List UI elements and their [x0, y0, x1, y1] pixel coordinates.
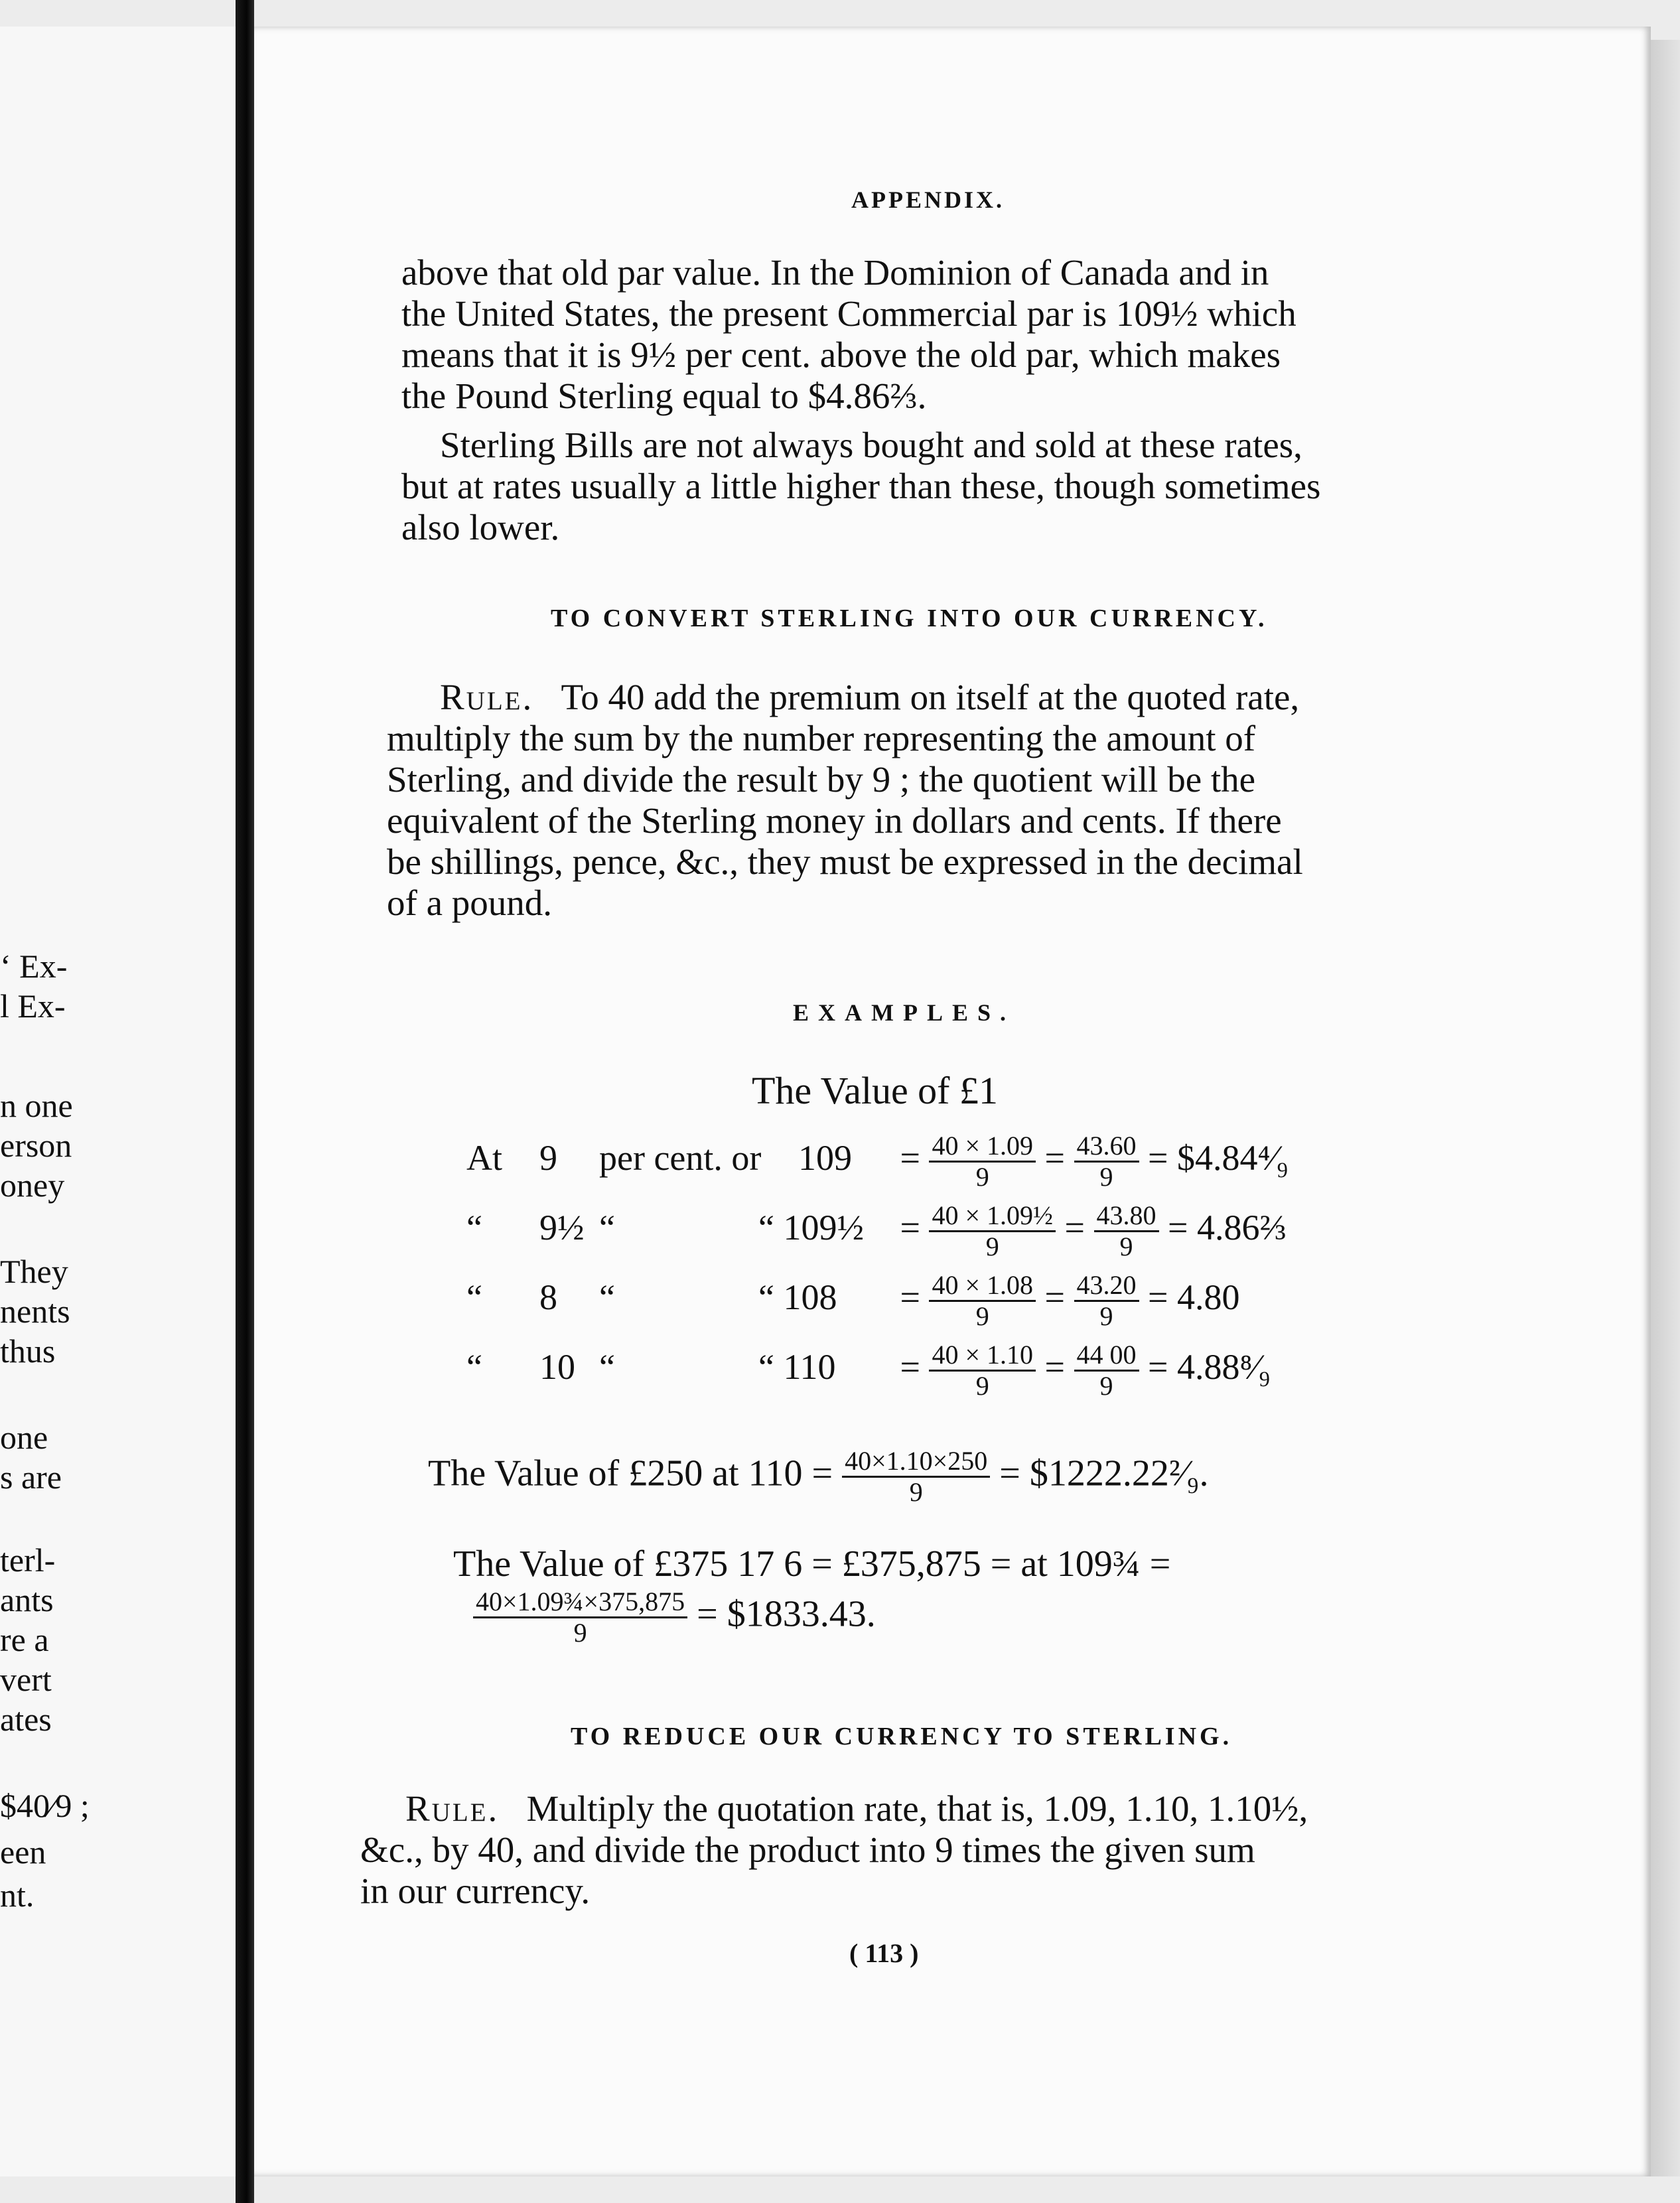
row-col3: per cent. or: [599, 1137, 762, 1178]
row-result: = 4.80: [1148, 1277, 1240, 1317]
numerator: 40×1.10×250: [842, 1447, 990, 1478]
row-result: = 4.88⁸⁄₉: [1148, 1346, 1271, 1387]
left-fragment: s are: [0, 1458, 62, 1496]
example-row: “ 9½ “ “ 109½ = $\frac{\text{40 × 1.09½}}{9}$ = $\frac{43.80}{9}$ = 4.86⅔: [466, 1200, 1287, 1261]
denominator: 9: [975, 1301, 989, 1331]
denominator: 9: [985, 1232, 999, 1261]
page-edge: [1651, 40, 1680, 2176]
row-col1: At: [466, 1137, 502, 1178]
denominator: 9: [1119, 1232, 1133, 1261]
row-col2: 10: [539, 1346, 575, 1387]
left-fragment: l Ex-: [0, 987, 66, 1025]
fraction: [1074, 1340, 1139, 1401]
fraction: [1094, 1201, 1159, 1261]
numerator: 43.60: [1074, 1131, 1139, 1163]
row-col3: “: [599, 1346, 615, 1387]
left-fragment: ants: [0, 1581, 54, 1618]
example-row: “ 10 “ “ 110 = $\frac{40 \times 1.10}{9}$ = $\frac{44 00}{9}$ = 4.88⁸⁄₉: [466, 1340, 1271, 1401]
example-375-line1: The Value of £375 17 6 = £375,875 = at 109¾ =: [453, 1543, 1171, 1585]
numerator: 40 × 1.09½: [929, 1201, 1056, 1232]
text-line: means that it is 9½ per cent. above the old par, which makes: [401, 334, 1281, 375]
left-fragment: ates: [0, 1701, 52, 1738]
equation-lhs: The Value of £250 at 110 =: [428, 1453, 833, 1494]
fraction: [842, 1447, 990, 1507]
fraction: [929, 1271, 1036, 1331]
row-col2: 9½: [539, 1207, 585, 1247]
row-col4: 109: [798, 1137, 852, 1178]
section-heading: TO CONVERT STERLING INTO OUR CURRENCY.: [551, 604, 1268, 632]
example-375-line2: [473, 1587, 876, 1648]
example-row: “ 8 “ “ 108 = $\frac{40 \times 1.08}{9}$ = $\frac{43.20}{9}$ = 4.80: [466, 1270, 1240, 1331]
denominator: 9: [909, 1477, 923, 1507]
denominator: 9: [573, 1618, 587, 1648]
row-result: = $4.84⁴⁄₉: [1148, 1137, 1289, 1178]
denominator: 9: [1099, 1371, 1113, 1401]
numerator: 43.20: [1074, 1271, 1139, 1302]
numerator: 40 × 1.08: [929, 1271, 1036, 1302]
rule-text: Multiply the quotation rate, that is, 1.09, 1.10, 1.10½,: [526, 1788, 1308, 1829]
equation-rhs: = $1833.43.: [697, 1593, 876, 1635]
denominator: 9: [1099, 1301, 1113, 1331]
rule-text: To 40 add the premium on itself at the quoted rate,: [561, 677, 1300, 717]
left-fragment: nents: [0, 1293, 70, 1330]
rule-line: &c., by 40, and divide the product into 9 times the given sum: [360, 1829, 1255, 1870]
examples-heading: EXAMPLES.: [793, 999, 1016, 1026]
left-fragment: ‘ Ex-: [0, 948, 68, 985]
row-col2: 9: [539, 1137, 557, 1178]
numerator: 40 × 1.09: [929, 1131, 1036, 1163]
row-col1: “: [466, 1207, 482, 1247]
row-col4: “ 109½: [758, 1207, 864, 1247]
left-fragment: terl-: [0, 1541, 56, 1579]
denominator: 9: [975, 1371, 989, 1401]
left-fragment: vert: [0, 1661, 52, 1698]
left-fragment: one: [0, 1419, 48, 1456]
text-line: also lower.: [401, 507, 560, 547]
fraction: [929, 1201, 1056, 1261]
fraction: [1074, 1131, 1139, 1192]
section-heading: TO REDUCE OUR CURRENCY TO STERLING.: [571, 1723, 1233, 1750]
row-col2: 8: [539, 1277, 557, 1317]
rule-line: in our currency.: [360, 1871, 591, 1911]
rule-label: Rule.: [440, 677, 534, 717]
row-col3: “: [599, 1207, 615, 1247]
left-facing-page: [0, 27, 236, 2176]
rule-line: be shillings, pence, &c., they must be expressed in the decimal: [387, 841, 1303, 882]
rule-line: Sterling, and divide the result by 9 ; the quotient will be the: [387, 759, 1256, 800]
row-result: = 4.86⅔: [1168, 1207, 1287, 1247]
left-fragment: $40⁄9 ;: [0, 1787, 90, 1824]
row-col1: “: [466, 1346, 482, 1387]
numerator: 43.80: [1094, 1201, 1159, 1232]
running-header: APPENDIX.: [851, 186, 1005, 213]
text-line: but at rates usually a little higher than these, though sometimes: [401, 466, 1321, 506]
rule-label: Rule.: [405, 1788, 500, 1829]
left-fragment: They: [0, 1253, 68, 1290]
rule-line: [440, 677, 1299, 718]
fraction: [929, 1340, 1036, 1401]
text-line: the Pound Sterling equal to $4.86⅔.: [401, 376, 927, 416]
left-fragment: erson: [0, 1127, 72, 1164]
left-fragment: re a: [0, 1621, 49, 1658]
left-fragment: een: [0, 1833, 46, 1871]
left-fragment: nt.: [0, 1877, 35, 1914]
page-number: ( 113 ): [849, 1938, 919, 1968]
text-line: above that old par value. In the Dominion of Canada and in: [401, 252, 1269, 293]
value-title: The Value of £1: [752, 1069, 998, 1112]
denominator: 9: [975, 1162, 989, 1192]
row-col1: “: [466, 1277, 482, 1317]
example-250: [428, 1447, 1209, 1507]
rule-line: equivalent of the Sterling money in dollars and cents. If there: [387, 800, 1282, 841]
numerator: 44 00: [1074, 1340, 1139, 1372]
row-col4: “ 108: [758, 1277, 837, 1317]
row-col3: “: [599, 1277, 615, 1317]
text-line: Sterling Bills are not always bought and sold at these rates,: [440, 425, 1302, 465]
numerator: 40×1.09¾×375,875: [473, 1587, 687, 1618]
fraction: [473, 1587, 687, 1648]
left-fragment: oney: [0, 1167, 65, 1204]
rule-line: multiply the sum by the number representing the amount of: [387, 718, 1256, 758]
denominator: 9: [1099, 1162, 1113, 1192]
left-fragment: thus: [0, 1332, 56, 1370]
left-fragment: n one: [0, 1087, 73, 1124]
fraction: [1074, 1271, 1139, 1331]
numerator: 40 × 1.10: [929, 1340, 1036, 1372]
equation-rhs: = $1222.22²⁄₉.: [999, 1453, 1209, 1494]
rule-line: [405, 1788, 1308, 1829]
fraction: [929, 1131, 1036, 1192]
example-row: At 9 per cent. or 109 = $\frac{40 \times 1.09}{9}$ = $\frac{43.60}{9}$ = $4.84⁴⁄₉: [466, 1131, 1289, 1192]
book-page: [254, 27, 1651, 2176]
book-binding: [236, 0, 254, 2203]
rule-line: of a pound.: [387, 883, 552, 923]
text-line: the United States, the present Commercial par is 109½ which: [401, 293, 1296, 334]
row-col4: “ 110: [758, 1346, 836, 1387]
